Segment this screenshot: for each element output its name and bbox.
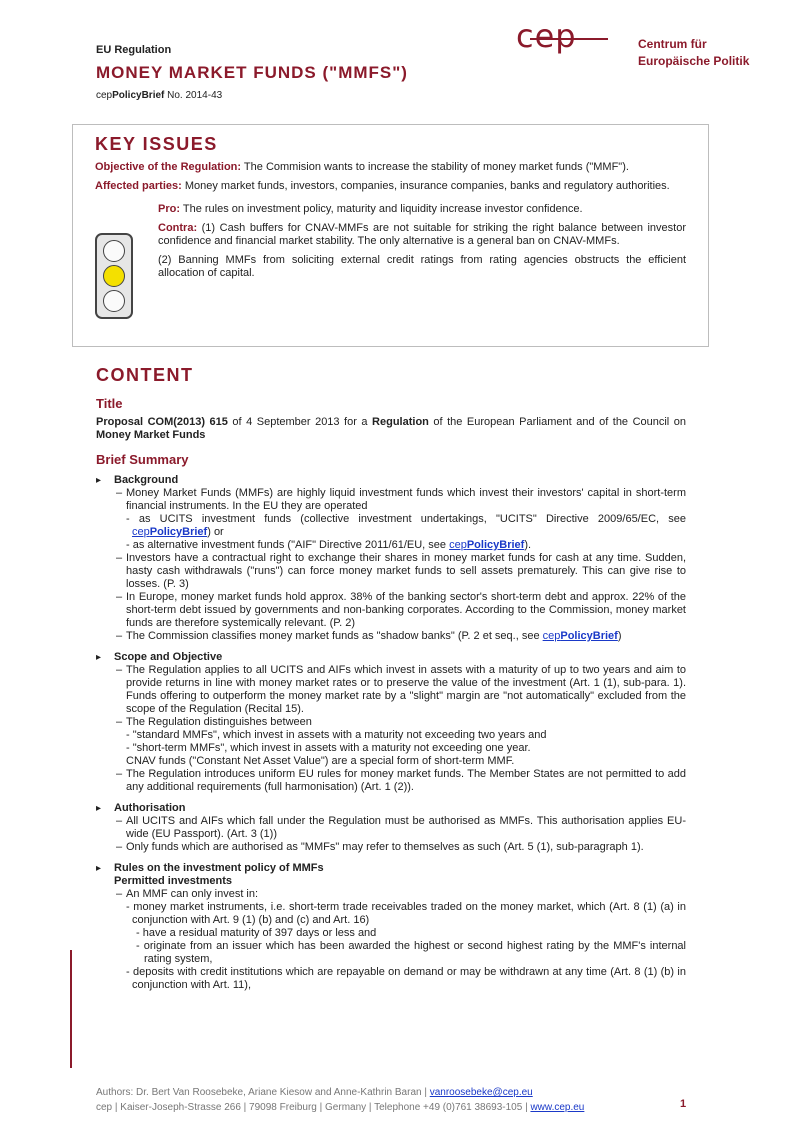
contra-paragraph (158, 222, 686, 248)
title-text-b: of the European Parliament and of the Council on (428, 416, 687, 428)
policy-brief-number (96, 89, 756, 102)
page-footer (96, 1085, 696, 1115)
link-cep: cep (132, 526, 150, 538)
footer-authors (96, 1085, 696, 1100)
objective-label: Objective of the Regulation: (95, 161, 242, 173)
rules-block (96, 862, 686, 992)
objective-paragraph (95, 161, 686, 174)
logo-mark: cep (516, 17, 577, 55)
authorisation-item: – All UCITS and AIFs which fall under the Regulation must be authorised as MMFs. This authorisation applies EU-wide (EU Passport). (Art. 3 (1)) (96, 815, 686, 841)
background-item: – In Europe, money market funds hold approx. 38% of the banking sector's short-term debt and approx. 22% of the short-term debt issued by governments and non-banking corporates. According to the Commission, money market funds are therefore systemically relevant. (P. 2) (96, 591, 686, 630)
document-header (96, 17, 756, 114)
rules-sub-item: - money market instruments, i.e. short-term trade receivables traded on the money market, which (Art. 8 (1) (a) in conjunction with Art. 9 (1) (b) and (c) and Art. 16) (126, 901, 686, 926)
rules-sub-sub-item: - have a residual maturity of 397 days or less and (136, 927, 377, 939)
eu-regulation-label: EU Regulation (96, 44, 172, 56)
key-issues-heading: KEY ISSUES (95, 134, 218, 154)
website-link[interactable]: www.cep.eu (530, 1102, 585, 1113)
footer-address (96, 1100, 696, 1115)
scope-sub-item: - "short-term MMFs", which invest in assets with a maturity not exceeding one year. (126, 742, 531, 754)
pro-text: The rules on investment policy, maturity and liquidity increase investor confidence. (180, 203, 583, 215)
affected-text: Money market funds, investors, companies, insurance companies, banks and regulatory authorities. (181, 180, 670, 192)
contra-paragraph-2: (2) Banning MMFs from soliciting external credit ratings from rating agencies obstructs the efficient allocation of capital. (158, 254, 686, 279)
scope-sub-item: - "standard MMFs", which invest in assets with a maturity not exceeding two years and (126, 729, 547, 741)
contra-text-1: (1) Cash buffers for CNAV-MMFs are not suitable for striking the right balance between investor confidence and financial market stability. The only alternative is a general ban on CNAV-MMFs. (158, 222, 686, 247)
objective-text: The Commision wants to increase the stability of money market funds ("MMF"). (241, 161, 629, 173)
policy-brief-link[interactable] (449, 539, 524, 551)
background-block (96, 474, 686, 643)
cep-logo (516, 17, 756, 86)
margin-marker (70, 950, 72, 1068)
proposal-ref: Proposal COM(2013) 615 (96, 416, 228, 428)
authorisation-title: ▸ Authorisation (96, 802, 686, 815)
background-title: ▸ Background (96, 474, 686, 487)
scope-item: – The Regulation applies to all UCITS and AIFs which invest in assets with a maturity of up to two years and aim to provide returns in line with money market rates or to preserve the value of the investment (Art. 1 (1), sub-para. 1). Funds offering to outperform the money market rate by a "slight" margin are "not automatically" excluded from the scope of the Regulation (Recital 15). (96, 664, 686, 716)
item-text: The Commission classifies money market funds as "shadow banks" (P. 2 et seq., see (126, 630, 543, 642)
pro-paragraph (158, 203, 686, 216)
sub-text-end: ) or (207, 526, 224, 538)
rules-item: – An MMF can only invest in: (96, 888, 686, 901)
traffic-light-icon (95, 233, 133, 319)
mmf-name: Money Market Funds (96, 429, 206, 441)
rules-sub-sub-item: - originate from an issuer which has been awarded the highest or second highest rating by the MMF's internal rating system, (136, 940, 686, 965)
title-paragraph (96, 416, 686, 442)
brief-no: No. 2014-43 (164, 90, 223, 101)
traffic-light-red-lamp (103, 240, 125, 262)
affected-paragraph (95, 180, 686, 193)
page-number: 1 (680, 1098, 687, 1110)
brief-bold: PolicyBrief (112, 90, 165, 101)
sub-text-end: ). (524, 539, 532, 551)
sub-text: - as alternative investment funds ("AIF" Directive 2011/61/EU, see (126, 539, 450, 551)
link-cep: cep (449, 539, 467, 551)
affected-label: Affected parties: (95, 180, 182, 192)
background-item (96, 630, 686, 643)
key-issues-box (72, 124, 709, 347)
document-title: MONEY MARKET FUNDS ("MMFS") (96, 63, 408, 82)
policy-brief-link[interactable] (132, 526, 207, 538)
link-cep: cep (542, 630, 561, 642)
pro-contra-block (158, 203, 686, 280)
policy-brief-link[interactable] (543, 630, 618, 642)
sub-text: - as UCITS investment funds (collective investment undertakings, "UCITS" Directive 2009/65/EC, see (126, 513, 686, 525)
title-heading: Title (96, 396, 123, 411)
brief-prefix: cep (96, 90, 113, 101)
logo-line2: Europäische Politik (638, 54, 750, 68)
background-sub-item (96, 513, 686, 539)
authorisation-block (96, 802, 686, 854)
permitted-investments-subtitle: Permitted investments (114, 875, 232, 887)
background-sub-item (96, 539, 686, 552)
logo-text (638, 36, 749, 70)
contra-label: Contra: (158, 222, 198, 234)
link-policybrief: PolicyBrief (560, 630, 618, 642)
authorisation-item: – Only funds which are authorised as "MMFs" may refer to themselves as such (Art. 5 (1), sub-paragraph 1). (96, 841, 686, 854)
scope-block (96, 651, 686, 794)
link-policybrief: PolicyBrief (149, 526, 208, 538)
scope-title: ▸ Scope and Objective (96, 651, 686, 664)
logo-line1: Centrum für (638, 37, 707, 51)
traffic-light-green-lamp (103, 290, 125, 312)
background-item: – Investors have a contractual right to exchange their shares in money market funds for cash at any time. Sudden, hasty cash withdrawals ("runs") can force money market funds to sell assets prematurely. This can give rise to losses. (P. 3) (96, 552, 686, 591)
brief-summary-heading: Brief Summary (96, 452, 189, 467)
traffic-light-yellow-lamp (103, 265, 125, 287)
scope-note: CNAV funds ("Constant Net Asset Value") are a special form of short-term MMF. (126, 755, 515, 767)
rules-title: ▸ Rules on the investment policy of MMFs (96, 862, 686, 875)
rules-sub-item: - deposits with credit institutions which are repayable on demand or may be withdrawn at any time (Art. 8 (1) (b) in conjunction with Art. 11), (126, 966, 686, 991)
item-text-end: ) (617, 630, 622, 642)
title-text-a: of 4 September 2013 for a (227, 416, 373, 428)
pro-label: Pro: (158, 203, 180, 215)
content-heading: CONTENT (96, 365, 194, 385)
content-section (96, 364, 686, 992)
authors-text: Authors: Dr. Bert Van Roosebeke, Ariane Kiesow and Anne-Kathrin Baran | (96, 1087, 430, 1098)
link-policybrief: PolicyBrief (466, 539, 525, 551)
scope-item: – The Regulation introduces uniform EU rules for money market funds. The Member States are not permitted to add any additional requirements (full harmonisation) (Art. 1 (2)). (96, 768, 686, 794)
email-link[interactable]: vanroosebeke@cep.eu (429, 1087, 533, 1098)
background-item: – Money Market Funds (MMFs) are highly liquid investment funds which invest their investors' capital in short-term financial instruments. In the EU they are operated (96, 487, 686, 513)
scope-item: – The Regulation distinguishes between (96, 716, 686, 729)
address-text: cep | Kaiser-Joseph-Strasse 266 | 79098 Freiburg | Germany | Telephone +49 (0)761 38693-105 | (96, 1102, 531, 1113)
regulation-word: Regulation (372, 416, 429, 428)
